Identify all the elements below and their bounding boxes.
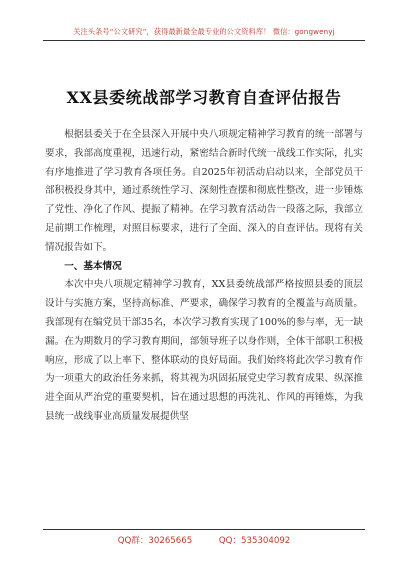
footer-qq: QQ：535304092 xyxy=(218,536,291,546)
intro-paragraph: 根据县委关于在全县深入开展中央八项规定精神学习教育的统一部署与要求，我部高度重视，迅速行动，紧密结合新时代统一战线工作实际，扎实有序地推进了学习教育各项任务。自2025年初活动启动以来，全部党员干部积极投身其中，通过系统性学习、深刻性查摆和彻底性整改，进一步锤炼了党性、净化了作风、提振了精神。在学习教育活动告一段落之际，我部立足前期工作梳理，对照目标要求，进行了全面、深入的自查评估。现将有关情况报告如下。 xyxy=(45,129,363,253)
header-banner: 关注头条号“公文研究”，获得最新最全最专业的公文资料库！ 微信：gongwenyj xyxy=(73,27,335,36)
document-title: XX县委统战部学习教育自查评估报告 xyxy=(66,88,342,107)
footer-qq-group: QQ群：30265665 xyxy=(117,536,193,546)
document-body xyxy=(45,126,363,427)
header-divider xyxy=(43,40,365,41)
section-paragraph: 本次中央八项规定精神学习教育，XX县委统战部严格按照县委的顶层设计与实施方案，坚持高标准、严要求，确保学习教育的全覆盖与高质量。我部现有在编党员干部35名，本次学习教育实现了100%的参与率，无一缺漏。在为期数月的学习教育期间，部领导班子以身作则，全体干部职工积极响应，形成了以上率下、整体联动的良好局面。我们始终将此次学习教育作为一项重大的政治任务来抓，将其视为巩固拓展党史学习教育成果、纵深推进全面从严治党的重要契机，旨在通过思想的再洗礼、作风的再锤炼，为我县统一战线事业高质量发展提供坚 xyxy=(45,279,363,422)
footer-contact xyxy=(0,534,408,546)
section-heading-basic-situation: 一、基本情况 xyxy=(64,260,122,272)
footer-divider xyxy=(43,529,365,530)
